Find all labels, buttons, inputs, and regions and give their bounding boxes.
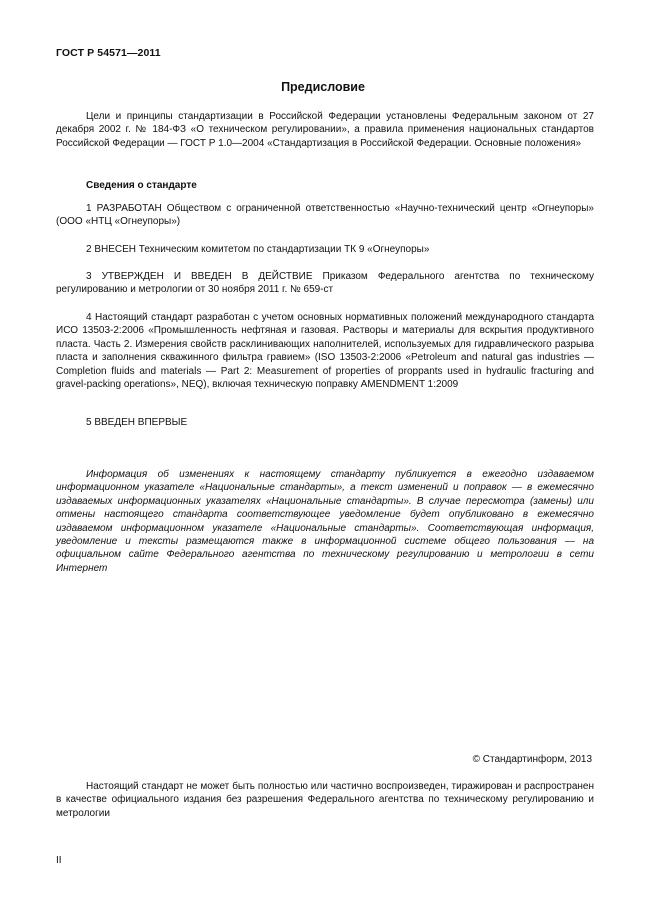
item-3: 3 УТВЕРЖДЕН И ВВЕДЕН В ДЕЙСТВИЕ Приказом Федерального агентства по техническому регулированию и метрологии от 30 ноября 2011 г. № 659-ст [56,271,594,296]
notice-paragraph: Информация об изменениях к настоящему стандарту публикуется в ежегодно издаваемом информационном указателе «Национальные стандарты», а текст изменений и поправок — в ежемесячно издаваемых информационных указателях «Национальные стандарты». В случае пересмотра (замены) или отмены настоящего стандарта соответствующее уведомление будет опубликовано в ежемесячно издаваемом информационном указателе «Национальные стандарты». Соответствующая информация, уведомление и тексты размещаются также в информационной системе общего пользования — на официальном сайте Федерального агентства по техническому регулированию и метрологии в сети Интернет [56,469,594,574]
intro-paragraph: Цели и принципы стандартизации в Российской Федерации установлены Федеральным законом от 27 декабря 2002 г. № 184-ФЗ «О техническом регулировании», а правила применения национальных стандартов Российской Федерации — ГОСТ Р 1.0—2004 «Стандартизация в Российской Федерации. Основные положения» [56,111,594,149]
item-1: 1 РАЗРАБОТАН Обществом с ограниченной ответственностью «Научно-технический центр «Огнеупоры» (ООО «НТЦ «Огнеупоры») [56,203,594,228]
page-title: Предисловие [281,80,365,94]
copyright-line: © Стандартинформ, 2013 [472,754,592,765]
item-4: 4 Настоящий стандарт разработан с учетом основных нормативных положений международного стандарта ИСО 13503-2:2006 «Промышленность нефтяная и газовая. Растворы и материалы для вскрытия продуктивного пласта. Часть 2. Измерения свойств расклинивающих наполнителей, используемых для гидравлического разрыва пласта и заполнения скважинного фильтра гравием» (ISO 13503-2:2006 «Petroleum and natural gas industries — Completion fluids and materials — Part 2: Measurement of properties of proppants used in hydraulic fracturing and gravel-packing operations», NEQ), включая техническую поправку AMENDMENT 1:2009 [56,312,594,391]
standard-code: ГОСТ Р 54571—2011 [56,47,161,59]
info-heading: Сведения о стандарте [86,180,197,191]
item-5: 5 ВВЕДЕН ВПЕРВЫЕ [86,417,188,428]
page-number: II [56,855,62,866]
item-2: 2 ВНЕСЕН Техническим комитетом по стандартизации ТК 9 «Огнеупоры» [86,244,430,255]
reproduction-notice: Настоящий стандарт не может быть полностью или частично воспроизведен, тиражирован и распространен в качестве официального издания без разрешения Федерального агентства по техническому регулированию и метрологии [56,781,594,819]
